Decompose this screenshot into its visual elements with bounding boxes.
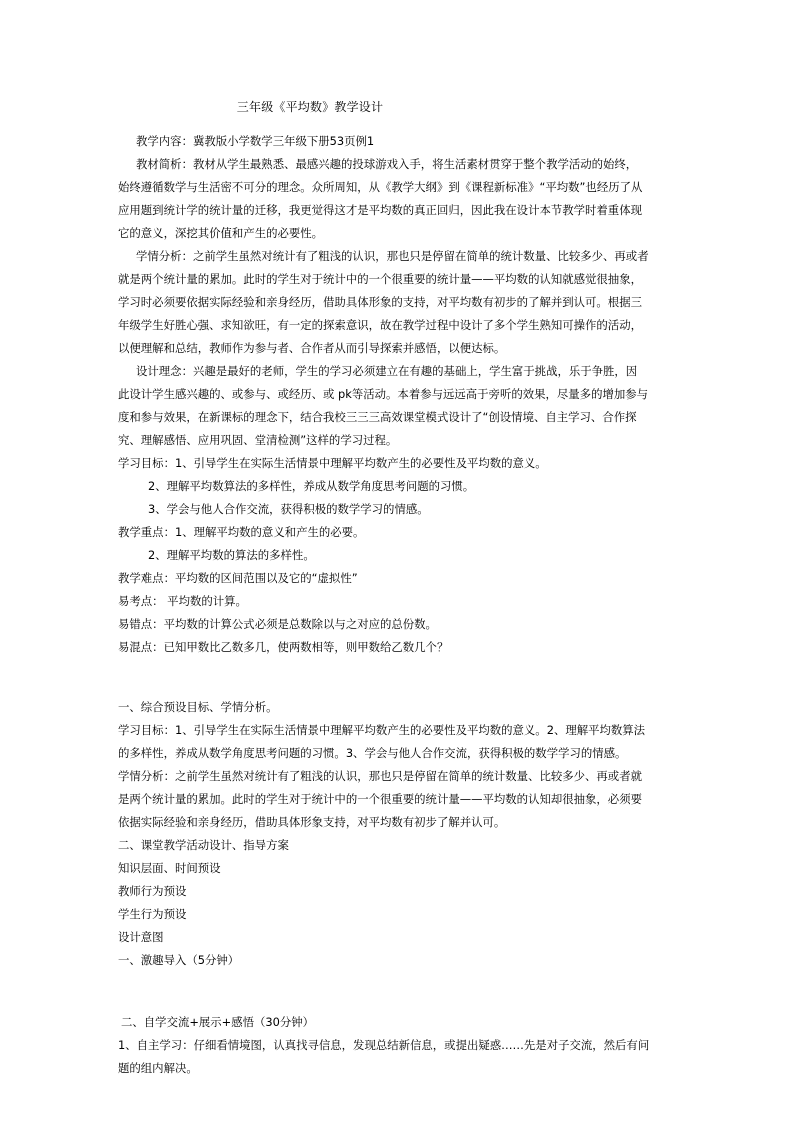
text-line: 应用题到统计学的统计量的迁移，我更觉得这才是平均数的真正回归，因此我在设计本节教学时着重体现 bbox=[118, 203, 642, 217]
learning-goal-item: 3、学会与他人合作交流，获得积极的数学学习的情感。 bbox=[148, 502, 429, 516]
confusion-point-line: 易混点：已知甲数比乙数多几，使两数相等，则甲数给乙数几个？ bbox=[118, 640, 449, 654]
section-heading: 二、课堂教学活动设计、指导方案 bbox=[118, 838, 289, 852]
text-line: 究、理解感悟、应用巩固、堂清检测”这样的学习过程。 bbox=[118, 433, 398, 447]
learner-analysis-line: 学情分析：之前学生虽然对统计有了粗浅的认识，那也只是停留在简单的统计数量、比较多少、再或者 bbox=[136, 249, 649, 263]
text-line: 此设计学生感兴趣的、或参与、或经历、或 pk等活动。本着参与远远高于旁听的效果，尽量多的增加参与 bbox=[118, 387, 649, 401]
text-line: 度和参与效果，在新课标的理念下，结合我校三三三高效课堂模式设计了“创设情境、自主学习、合作探 bbox=[118, 410, 637, 424]
text-line: 始终遵循数学与生活密不可分的理念。众所周知，从《教学大纲》到《课程新标准》“平均数”也经历了从 bbox=[118, 180, 643, 194]
text-line: 知识层面、时间预设 bbox=[118, 861, 221, 875]
text-line: 设计意图 bbox=[118, 930, 164, 944]
section-heading: 一、激趣导入（5分钟） bbox=[118, 953, 240, 967]
test-point-line: 易考点： 平均数的计算。 bbox=[118, 594, 247, 608]
text-line: 教师行为预设 bbox=[118, 884, 187, 898]
text-line: 它的意义，深挖其价值和产生的必要性。 bbox=[118, 226, 324, 240]
text-line: 1、自主学习：仔细看情境图，认真找寻信息，发现总结新信息，或提出疑惑……先是对子交流，然后有问 bbox=[118, 1038, 650, 1052]
text-line: 学生行为预设 bbox=[118, 907, 187, 921]
error-point-line: 易错点：平均数的计算公式必须是总数除以与之对应的总份数。 bbox=[118, 617, 437, 631]
text-line: 学习时必须要依据实际经验和亲身经历，借助具体形象的支持，对平均数有初步的了解并到认可。根据三 bbox=[118, 295, 642, 309]
key-point-item: 2、理解平均数的算法的多样性。 bbox=[148, 548, 315, 562]
text-line: 以便理解和总结，教师作为参与者、合作者从而引导探索并感悟，以便达标。 bbox=[118, 341, 506, 355]
design-concept-line: 设计理念：兴趣是最好的老师，学生的学习必须建立在有趣的基础上，学生富于挑战，乐于争胜，因 bbox=[136, 364, 638, 378]
text-line: 年级学生好胜心强、求知欲旺，有一定的探索意识，故在教学过程中设计了多个学生熟知可操作的活动， bbox=[118, 318, 642, 332]
section-heading: 二、自学交流+展示+感悟（30分钟） bbox=[121, 1015, 315, 1029]
learning-goals-line: 学习目标：1、引导学生在实际生活情景中理解平均数产生的必要性及平均数的意义。 bbox=[118, 456, 547, 470]
key-points-line: 教学重点：1、理解平均数的意义和产生的必要。 bbox=[118, 525, 365, 539]
text-line: 就是两个统计量的累加。此时的学生对于统计中的一个很重要的统计量——平均数的认知就感觉很抽象， bbox=[118, 272, 642, 286]
learning-goal-item: 2、理解平均数算法的多样性，养成从数学角度思考问题的习惯。 bbox=[148, 479, 475, 493]
text-line: 依据实际经验和亲身经历，借助具体形象支持，对平均数有初步了解并认可。 bbox=[118, 815, 506, 829]
document-title: 三年级《平均数》教学设计 bbox=[236, 100, 384, 114]
text-line: 的多样性，养成从数学角度思考问题的习惯。3、学会与他人合作交流，获得积极的数学学习的情感。 bbox=[118, 746, 627, 760]
text-line: 是两个统计量的累加。此时的学生对于统计中的一个很重要的统计量——平均数的认知却很抽象，必须要 bbox=[118, 792, 642, 806]
text-line: 题的组内解决。 bbox=[118, 1061, 198, 1075]
difficult-points-line: 教学难点：平均数的区间范围以及它的“虚拟性” bbox=[118, 571, 358, 585]
text-line: 学习目标：1、引导学生在实际生活情景中理解平均数产生的必要性及平均数的意义。2、理解平均数算法 bbox=[118, 723, 646, 737]
section-heading: 一、综合预设目标、学情分析。 bbox=[118, 700, 278, 714]
textbook-analysis-line: 教材简析：教材从学生最熟悉、最感兴趣的投球游戏入手，将生活素材贯穿于整个教学活动的始终， bbox=[136, 157, 638, 171]
teaching-content-line: 教学内容：冀教版小学数学三年级下册53页例1 bbox=[136, 134, 375, 148]
text-line: 学情分析：之前学生虽然对统计有了粗浅的认识，那也只是停留在简单的统计数量、比较多少、再或者就 bbox=[118, 769, 642, 783]
